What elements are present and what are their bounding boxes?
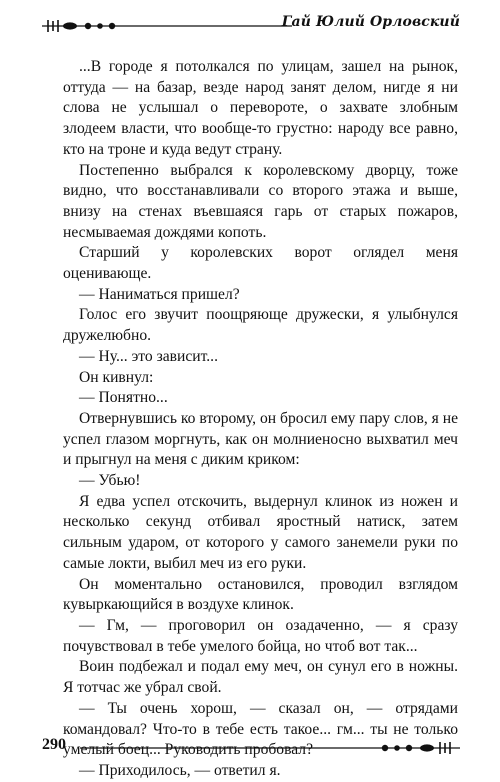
paragraph: Постепенно выбрался к королевскому дворцу, тоже видно, что восстанавливали со второго этажа и выше, внизу на стенах въевшаяся гарь от старых пожаров, несмываемая дождями копоть. (63, 161, 458, 241)
paragraph: Воин подбежал и подал ему меч, он сунул его в ножны. Я тотчас же убрал свой. (63, 658, 458, 697)
page-header (42, 14, 460, 40)
paragraph: — Гм, — проговорил он озадаченно, — я сразу почувствовал в тебе умелого бойца, но чтоб вот так... (63, 616, 458, 655)
paragraph: — Ну... это зависит... (79, 347, 218, 365)
paragraph: Он кивнул: (79, 368, 154, 386)
paragraph: Старший у королевских ворот оглядел меня оценивающе. (63, 244, 458, 283)
paragraph: Он моментально остановился, проводил взглядом кувыркающийся в воздухе клинок. (63, 575, 458, 614)
paragraph: Голос его звучит поощряюще дружески, я улыбнулся дружелюбно. (63, 306, 458, 345)
paragraph: ...В городе я потолкался по улицам, зашел на рынок, оттуда — на базар, везде народ занят делом, нигде я ни слова не услышал о перевороте, о захвате злобным злодеем власти, что вообще-то грустно: народу все равно, кто на троне и куда ведут страну. (63, 58, 458, 158)
paragraph: Отвернувшись ко второму, он бросил ему пару слов, я не успел глазом моргнуть, как он молниеносно выхватил меч и прыгнул на меня с диким криком: (63, 409, 458, 469)
paragraph: — Понятно... (79, 389, 168, 407)
page-footer (42, 736, 460, 756)
paragraph: — Убью! (79, 472, 141, 490)
paragraph: — Приходилось, — ответил я. (79, 761, 281, 779)
paragraph: — Наниматься пришел? (79, 285, 240, 303)
page-body (63, 57, 458, 782)
header-ornament-icon (42, 18, 292, 34)
running-title: Гай Юлий Орловский (281, 14, 460, 30)
footer-ornament-icon (80, 740, 460, 756)
paragraph: Я едва успел отскочить, выдернул клинок из ножен и несколько секунд отбивал яростный натиск, затем сильным ударом, от которого у самого занемели руки по самые локти, выбил меч из его руки. (63, 492, 458, 572)
paragraph: — Ты очень хорош, — сказал он, — отрядами командовал? Что-то в тебе есть такое... гм... ты не только умелый боец... Руководить пробовал? (63, 699, 458, 759)
page-number: 290 (42, 736, 66, 753)
